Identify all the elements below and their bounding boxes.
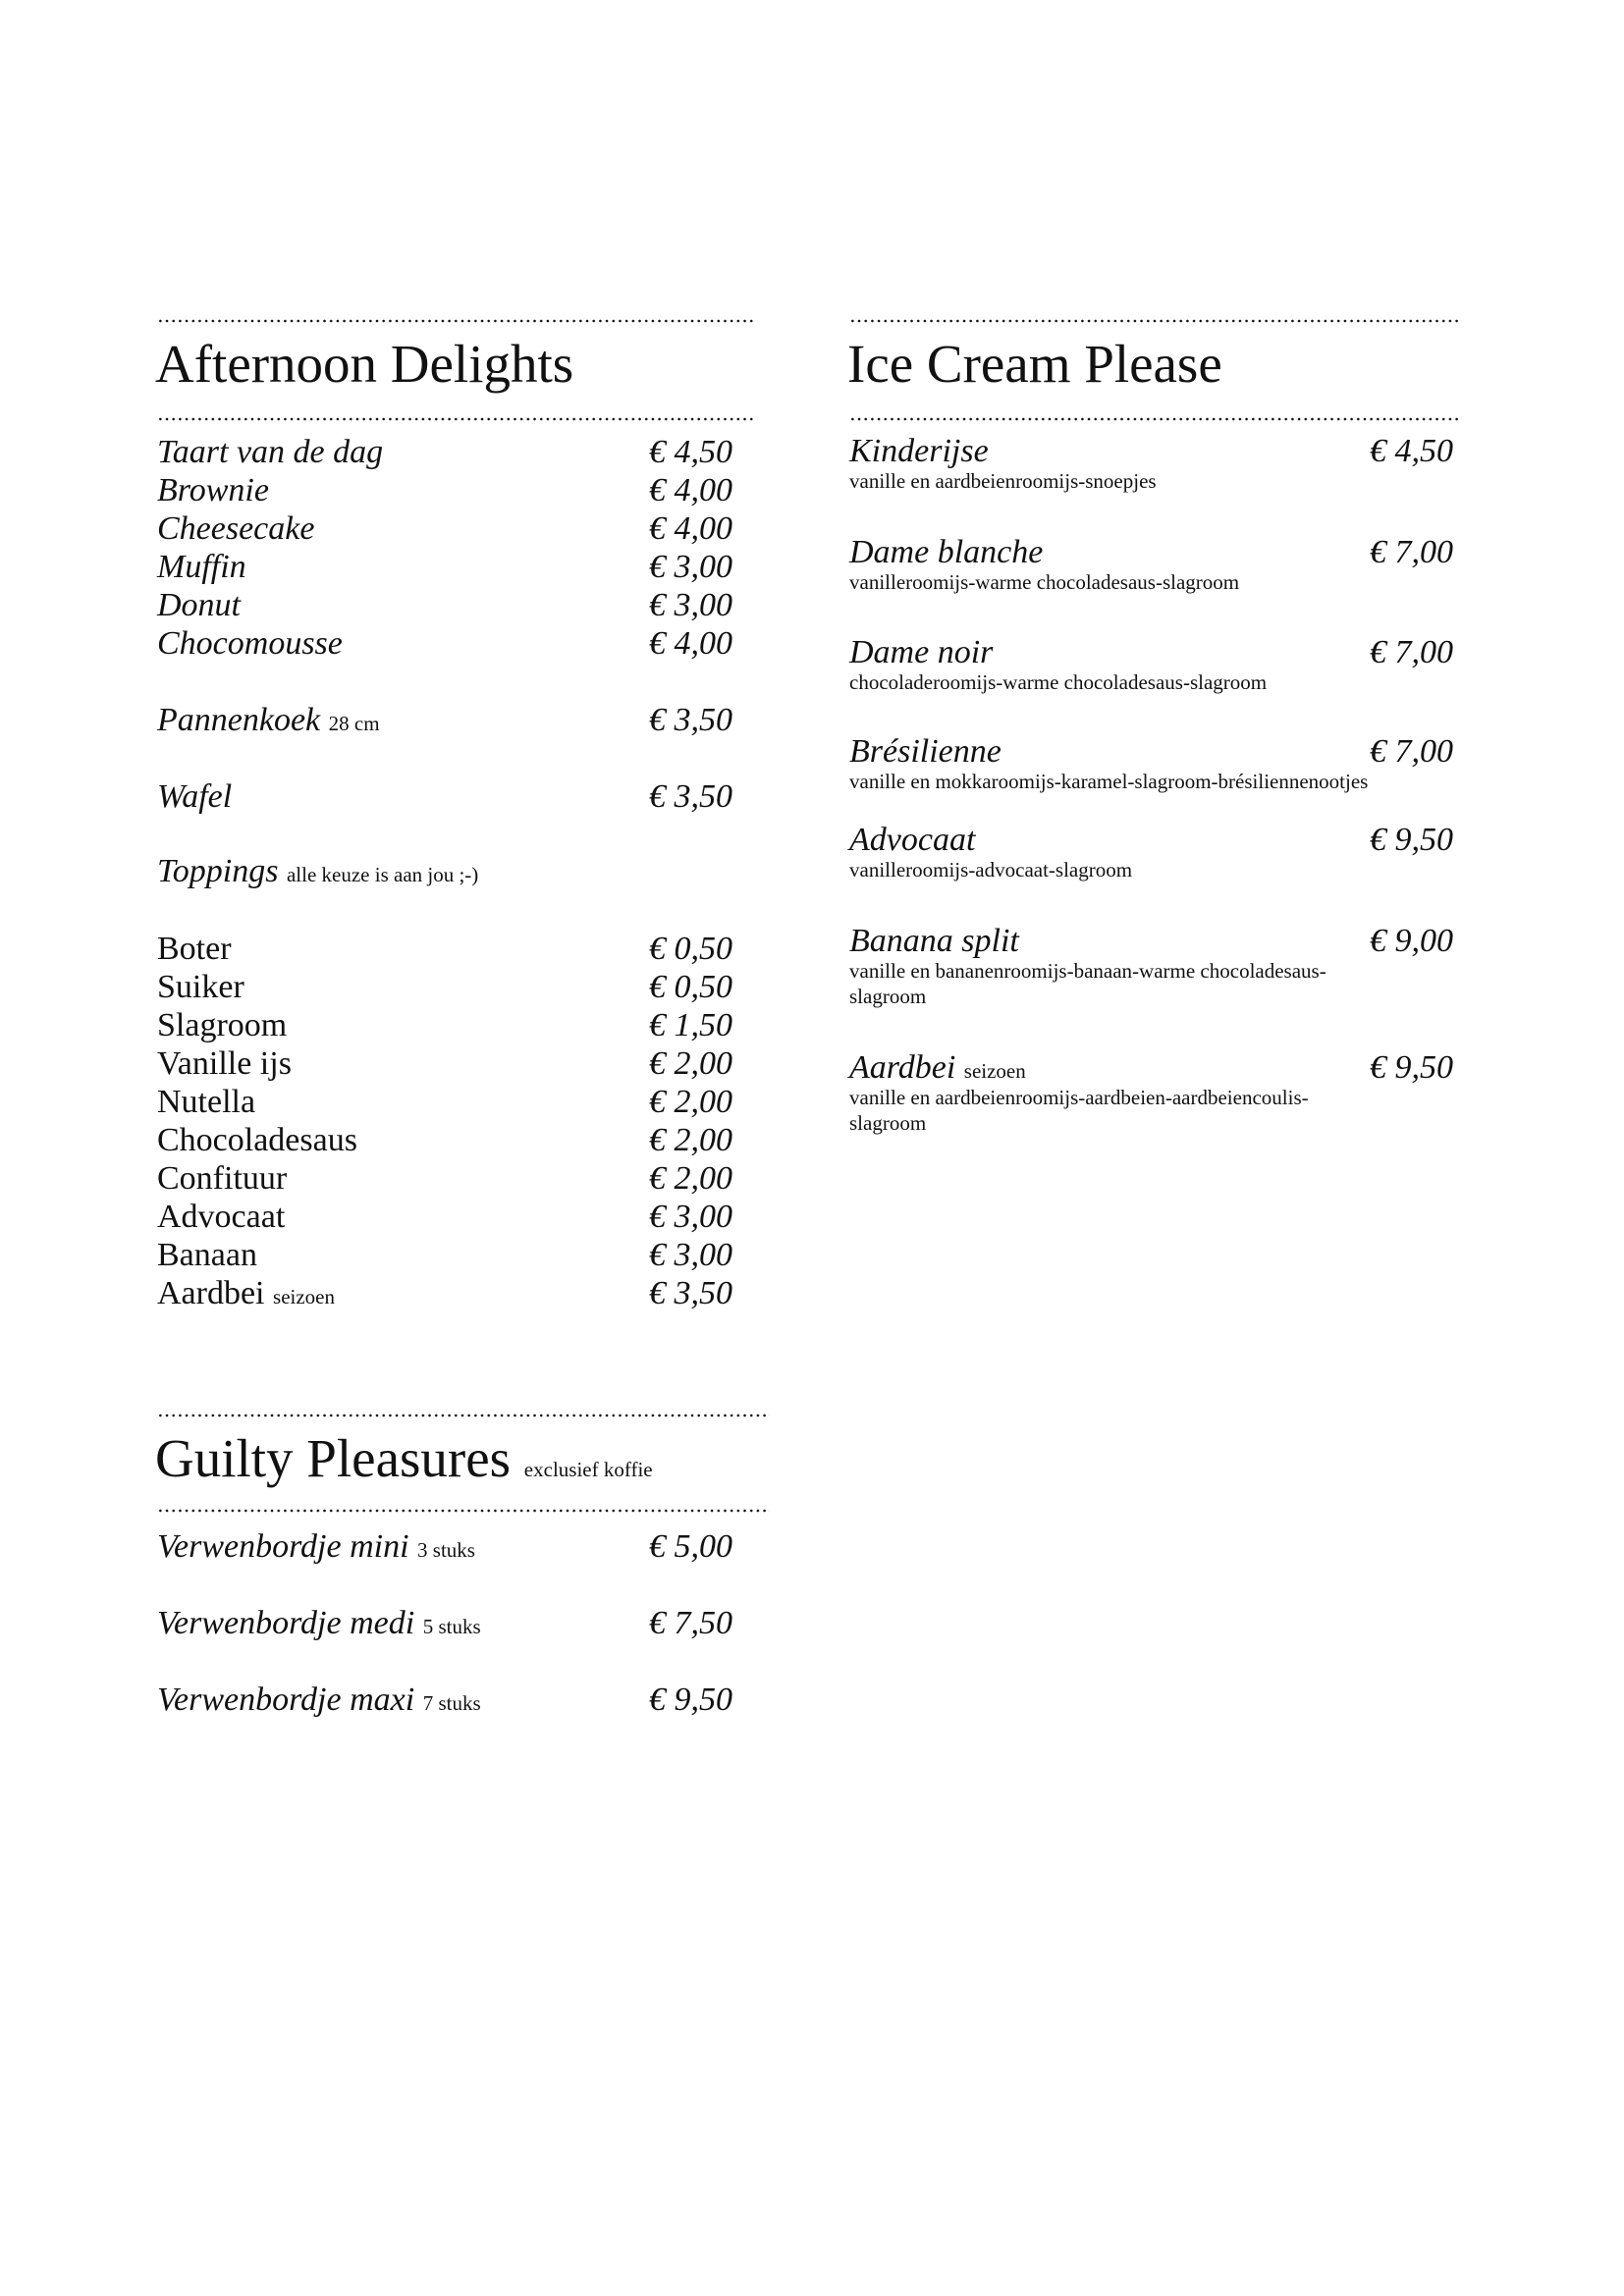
topping-item	[157, 1047, 292, 1081]
menu-item	[157, 589, 241, 622]
item-description	[849, 569, 1239, 595]
toppings-heading-label: Toppings	[157, 853, 279, 889]
item-note: seizoen	[963, 1059, 1026, 1083]
item-name: Verwenbordje medi	[157, 1605, 415, 1641]
item-price: € 0,50	[649, 969, 732, 1005]
item-name: Taart van de dag	[157, 434, 384, 470]
item-name: Pannenkoek	[157, 702, 321, 738]
item-name: Boter	[157, 931, 232, 967]
item-price: € 5,00	[649, 1528, 732, 1565]
item-name: Suiker	[157, 969, 244, 1005]
item-price: € 4,00	[649, 625, 732, 662]
item-price: € 4,50	[1370, 433, 1453, 469]
item-name: Advocaat	[849, 822, 976, 858]
menu-item	[157, 1607, 481, 1640]
topping-item	[157, 1277, 335, 1310]
item-name: Donut	[157, 587, 241, 623]
item-description-line: vanille en aardbeienroomijs-aardbeien-aardbeiencoulis-	[849, 1086, 1309, 1109]
item-name: Chocoladesaus	[157, 1122, 357, 1158]
item-price: € 4,00	[649, 472, 732, 508]
item-price: € 3,50	[649, 1275, 732, 1311]
item-price: € 4,50	[649, 434, 732, 470]
item-price: € 3,50	[649, 778, 732, 815]
item-name: Kinderijse	[849, 433, 989, 469]
item-description	[849, 468, 1157, 494]
item-name: Nutella	[157, 1084, 256, 1120]
item-price: € 1,50	[649, 1007, 732, 1043]
divider-dotted	[157, 319, 753, 323]
menu-item	[849, 1051, 1026, 1085]
menu-item	[157, 551, 246, 584]
section-title-icecream: Ice Cream Please	[847, 334, 1222, 394]
divider-dotted	[157, 1414, 770, 1417]
menu-item	[157, 1683, 481, 1717]
item-name: Chocomousse	[157, 625, 343, 662]
menu-item	[157, 436, 383, 469]
menu-item	[849, 735, 1001, 769]
menu-item	[849, 435, 989, 468]
item-price: € 9,50	[649, 1682, 732, 1718]
item-price: € 0,50	[649, 931, 732, 967]
item-name: Banana split	[849, 923, 1019, 959]
menu-item	[849, 824, 975, 857]
item-price: € 3,00	[649, 1199, 732, 1235]
item-name: Aardbei	[849, 1049, 956, 1086]
section-title-guilty-label: Guilty Pleasures	[155, 1428, 512, 1488]
item-note: 3 stuks	[417, 1538, 475, 1562]
item-price: € 7,50	[649, 1605, 732, 1641]
topping-item	[157, 1201, 285, 1234]
menu-item	[849, 925, 1019, 958]
topping-item	[157, 1239, 257, 1272]
item-name: Cheesecake	[157, 510, 315, 547]
menu-item	[157, 1530, 475, 1564]
menu-item	[157, 512, 314, 546]
item-description-line: chocoladeroomijs-warme chocoladesaus-slagroom	[849, 670, 1268, 694]
toppings-heading	[157, 855, 478, 888]
item-price: € 3,50	[649, 702, 732, 738]
divider-dotted	[157, 1509, 770, 1513]
topping-item	[157, 1124, 357, 1157]
item-price: € 2,00	[649, 1084, 732, 1120]
item-description-line: vanille en aardbeienroomijs-snoepjes	[849, 469, 1157, 493]
item-price: € 4,00	[649, 510, 732, 547]
topping-item	[157, 933, 232, 966]
item-description-line: slagroom	[849, 1111, 927, 1135]
item-price: € 2,00	[649, 1160, 732, 1197]
toppings-heading-note: alle keuze is aan jou ;-)	[286, 863, 479, 886]
section-title-afternoon: Afternoon Delights	[155, 334, 574, 394]
item-description	[849, 1085, 1309, 1136]
topping-item	[157, 1086, 255, 1119]
topping-item	[157, 971, 244, 1004]
item-name: Dame noir	[849, 634, 994, 670]
item-name: Verwenbordje mini	[157, 1528, 409, 1565]
topping-item	[157, 1162, 287, 1196]
item-price: € 9,50	[1370, 822, 1453, 858]
section-title-guilty-note: exclusief koffie	[523, 1458, 653, 1481]
item-name: Aardbei	[157, 1275, 265, 1311]
item-description-line: slagroom	[849, 985, 927, 1008]
item-price: € 9,00	[1370, 923, 1453, 959]
item-name: Advocaat	[157, 1199, 286, 1235]
item-name: Slagroom	[157, 1007, 288, 1043]
item-price: € 7,00	[1370, 634, 1453, 670]
item-price: € 3,00	[649, 1237, 732, 1273]
section-title-guilty	[155, 1428, 653, 1488]
item-price: € 3,00	[649, 587, 732, 623]
item-name: Banaan	[157, 1237, 257, 1273]
item-description	[849, 769, 1368, 794]
item-name: Brownie	[157, 472, 269, 508]
menu-item	[157, 704, 380, 737]
item-note: 5 stuks	[422, 1615, 481, 1638]
item-name: Wafel	[157, 778, 233, 815]
item-description	[849, 669, 1267, 695]
item-price: € 2,00	[649, 1122, 732, 1158]
item-note: seizoen	[273, 1285, 335, 1308]
item-description-line: vanilleroomijs-warme chocoladesaus-slagroom	[849, 570, 1240, 594]
menu-item	[849, 536, 1043, 569]
menu-item	[849, 636, 993, 669]
topping-item	[157, 1009, 287, 1042]
item-name: Confituur	[157, 1160, 288, 1197]
menu-item	[157, 627, 343, 661]
item-name: Vanille ijs	[157, 1045, 292, 1082]
item-name: Muffin	[157, 549, 246, 585]
menu-item	[157, 780, 232, 814]
item-description-line: vanilleroomijs-advocaat-slagroom	[849, 858, 1133, 881]
item-description-line: vanille en bananenroomijs-banaan-warme chocoladesaus-	[849, 959, 1326, 983]
item-note: 28 cm	[328, 712, 380, 735]
item-note: 7 stuks	[422, 1691, 481, 1715]
item-price: € 3,00	[649, 549, 732, 585]
item-price: € 7,00	[1370, 534, 1453, 570]
item-name: Dame blanche	[849, 534, 1044, 570]
item-description-line: vanille en mokkaroomijs-karamel-slagroom-brésiliennenootjes	[849, 770, 1369, 793]
divider-dotted	[157, 417, 753, 421]
divider-dotted	[849, 417, 1462, 421]
menu-item	[157, 474, 269, 507]
item-price: € 9,50	[1370, 1049, 1453, 1086]
item-price: € 7,00	[1370, 733, 1453, 770]
item-price: € 2,00	[649, 1045, 732, 1082]
divider-dotted	[849, 319, 1462, 323]
item-description	[849, 958, 1326, 1009]
item-name: Verwenbordje maxi	[157, 1682, 415, 1718]
item-description	[849, 857, 1132, 882]
item-name: Brésilienne	[849, 733, 1001, 770]
